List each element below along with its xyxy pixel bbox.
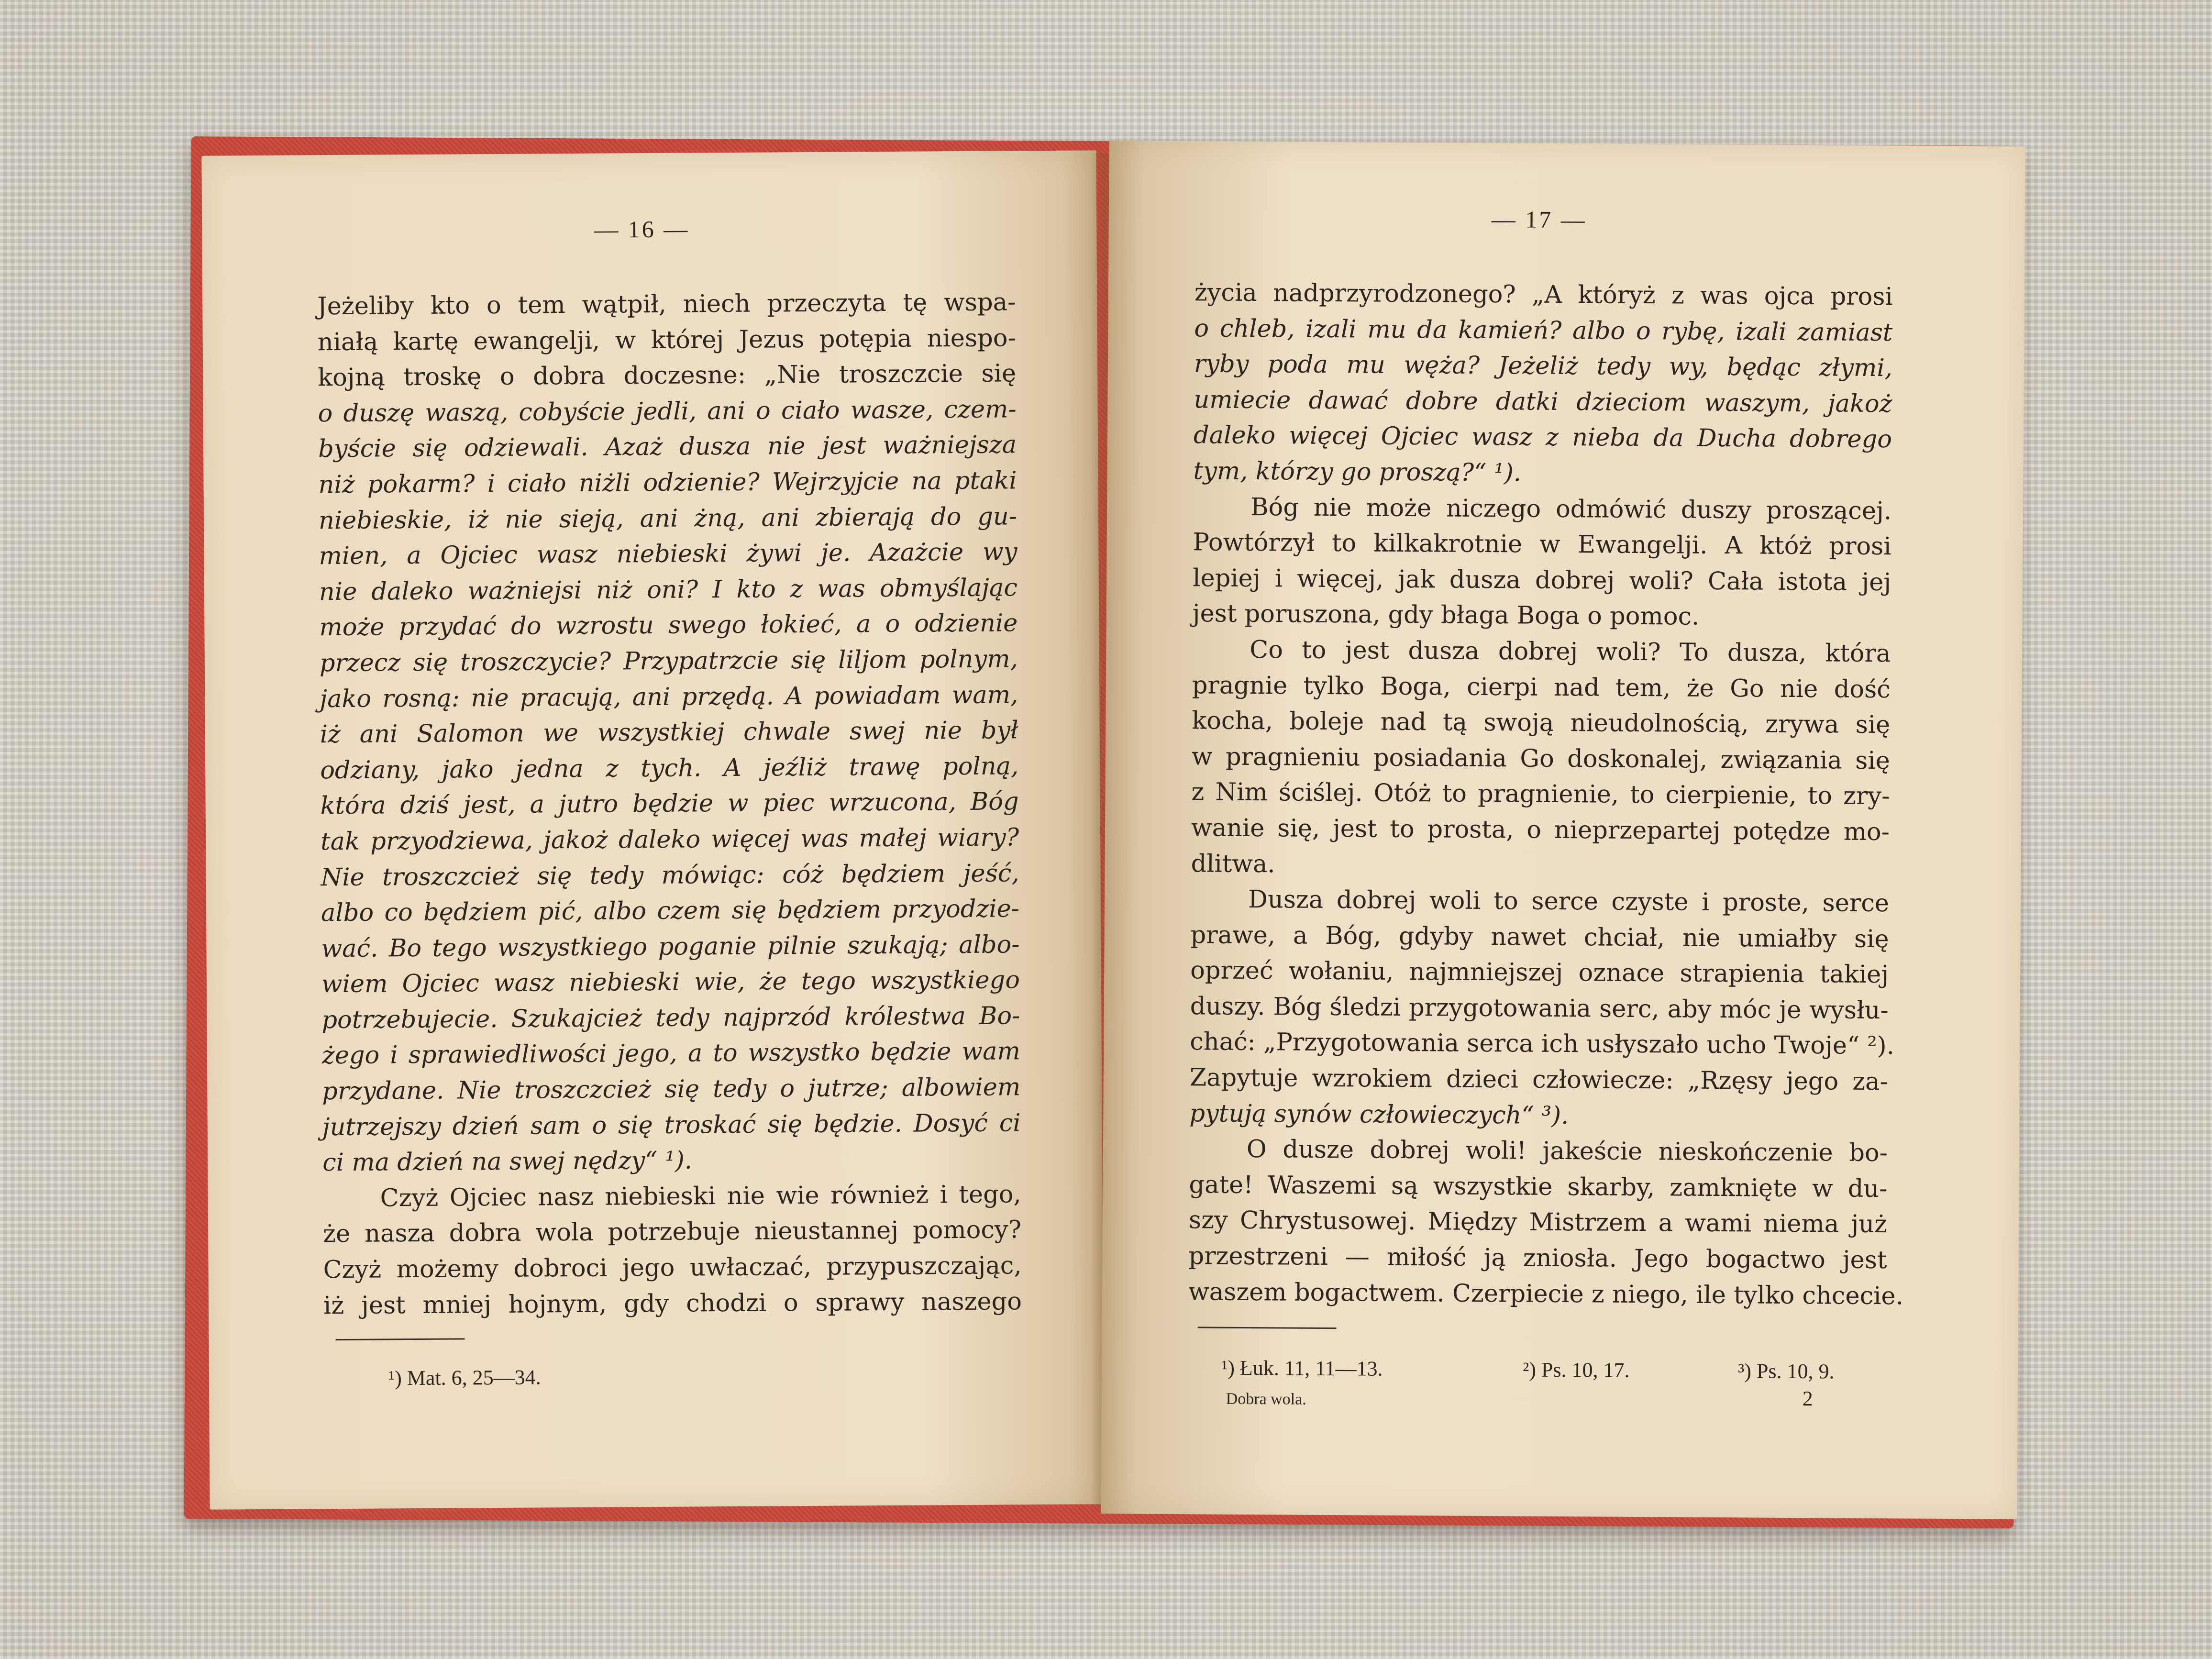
left-page-text-line: która dziś jest, a jutro będzie w piec wrzucona, Bóg: [320, 787, 1019, 820]
left-page-text-line: przecz się troszczycie? Przypatrzcie się liljom polnym,: [319, 645, 1018, 678]
left-page-text-line: tak przyodziewa, jakoż daleko więcej was małej wiary?: [320, 823, 1019, 856]
left-page-text-line: jutrzejszy dzień sam o się troskać się będzie. Dosyć ci: [322, 1108, 1021, 1141]
left-page-number: — 16 —: [594, 215, 690, 243]
left-page-text-line: ci ma dzień na swej nędzy“ ¹).: [322, 1146, 693, 1177]
left-page-text-line: iż jest mniej hojnym, gdy chodzi o sprawy naszego: [323, 1287, 1022, 1320]
left-page-text-line: żego i sprawiedliwości jego, a to wszystko będzie wam: [321, 1037, 1021, 1070]
left-page: [201, 150, 1104, 1509]
right-page-text-line: pragnie tylko Boga, cierpi nad tem, że Go nie dość: [1192, 671, 1891, 704]
left-page-text-line: wiem Ojciec wasz niebieski wie, że tego wszystkiego: [321, 966, 1020, 999]
right-page-text-line: jest poruszona, gdy błaga Boga o pomoc.: [1192, 599, 1700, 631]
left-page-text-line: Czyż Ojciec nasz niebieski nie wie również i tego,: [380, 1180, 1021, 1213]
right-page-text-line: pytują synów człowieczych“ ³).: [1189, 1099, 1569, 1130]
right-page: [1101, 141, 2025, 1519]
right-page-text-line: waszem bogactwem. Czerpiecie z niego, ile tylko chcecie.: [1188, 1277, 1904, 1310]
left-page-text-line: o duszę waszą, cobyście jedli, ani o ciało wasze, czem-: [318, 395, 1017, 428]
right-page-text-line: oprzeć wołaniu, najmniejszej oznace strapienia takiej: [1190, 956, 1889, 989]
right-page-text-line: szy Chrystusowej. Między Mistrzem a wami niema już: [1188, 1206, 1888, 1239]
right-page-text-line: Powtórzył to kilkakrotnie w Ewangelji. A któż prosi: [1193, 528, 1891, 561]
right-page-number: — 17 —: [1491, 206, 1587, 233]
left-footnote: ¹) Mat. 6, 25—34.: [388, 1365, 541, 1390]
right-page-text-line: lepiej i więcej, jak dusza dobrej woli? Cała istota jej: [1193, 564, 1891, 597]
right-page-text-line: gate! Waszemi są wszystkie skarby, zamknięte w du-: [1189, 1171, 1888, 1203]
left-page-text-line: wać. Bo tego wszystkiego poganie pilnie szukają; albo-: [321, 930, 1020, 963]
right-page-text-line: kocha, boleje nad tą swoją nieudolnością, zrywa się: [1192, 707, 1891, 740]
right-page-text-line: Bóg nie może niczego odmówić duszy proszącej.: [1250, 493, 1892, 525]
right-page-text-line: prawe, a Bóg, gdyby nawet chciał, nie umiałby się: [1190, 920, 1889, 953]
right-page-text-line: umiecie dawać dobre datki dzieciom waszym, jakoż: [1194, 386, 1892, 418]
signature-label: Dobra wola.: [1226, 1390, 1306, 1408]
left-page-text-line: odziany, jako jedna z tych. A jeźliż trawę polną,: [320, 752, 1019, 785]
left-page-text-line: iż ani Salomon we wszystkiej chwale swej nie był: [320, 716, 1018, 749]
right-page-text-line: przestrzeni — miłość ją zniosła. Jego bogactwo jest: [1188, 1242, 1887, 1275]
right-page-text-line: Zapytuje wzrokiem dzieci człowiecze: „Rzęsy jego za-: [1189, 1063, 1888, 1096]
right-page-text-line: Dusza dobrej woli to serce czyste i proste, serce: [1248, 885, 1890, 918]
left-page-text-line: albo co będziem pić, albo czem się będziem przyodzie-: [321, 895, 1020, 928]
right-page-text-line: daleko więcej Ojciec wasz z nieba da Ducha dobrego: [1193, 421, 1892, 454]
left-page-text-line: Czyż możemy dobroci jego uwłaczać, przypuszczając,: [323, 1251, 1022, 1284]
left-page-text-line: jako rosną: nie pracują, ani przędą. A powiadam wam,: [320, 680, 1018, 713]
left-page-text-line: potrzebujecie. Szukajcież tedy najprzód królestwa Bo-: [321, 1002, 1020, 1035]
right-footnote-2: ²) Ps. 10, 17.: [1522, 1358, 1630, 1382]
right-page-text-line: Co to jest dusza dobrej woli? To dusza, która: [1250, 635, 1891, 668]
right-page-text-line: duszy. Bóg śledzi przygotowania serc, aby móc je wysłu-: [1190, 992, 1889, 1025]
left-page-text-line: może przydać do wzrostu swego łokieć, a o odzienie: [319, 609, 1018, 642]
right-page-text-line: z Nim ściślej. Otóż to pragnienie, to cierpienie, to zry-: [1191, 778, 1890, 811]
right-page-text-line: tym, którzy go proszą?“ ¹).: [1193, 457, 1522, 487]
left-page-text-line: nie daleko ważniejsi niż oni? I kto z was obmyślając: [319, 574, 1018, 607]
right-page-text-line: ryby poda mu węża? Jeżeliż tedy wy, będąc złymi,: [1194, 350, 1893, 383]
signature-number: 2: [1802, 1387, 1813, 1411]
left-page-text-line: byście się odziewali. Azaż dusza nie jest ważniejsza: [318, 431, 1017, 464]
left-page-text-line: Jeżeliby kto o tem wątpił, niech przeczyta tę wspa-: [317, 288, 1016, 321]
right-page-text-line: o chleb, izali mu da kamień? albo o rybę, izali zamiast: [1194, 314, 1893, 347]
left-page-text-line: że nasza dobra wola potrzebuje nieustannej pomocy?: [322, 1216, 1022, 1249]
left-page-text-line: niż pokarm? i ciało niżli odzienie? Wejrzyjcie na ptaki: [318, 466, 1017, 499]
right-footnote-3: ³) Ps. 10, 9.: [1737, 1359, 1835, 1383]
left-page-text-line: niebieskie, iż nie sieją, ani żną, ani zbierają do gu-: [318, 502, 1018, 535]
right-footnote-1: ¹) Łuk. 11, 11—13.: [1221, 1356, 1383, 1381]
right-page-body: [1188, 275, 1904, 1314]
left-page-text-line: przydane. Nie troszczcież się tedy o jutrze; albowiem: [322, 1073, 1021, 1106]
right-page-text-line: chać: „Przygotowania serca ich usłyszało ucho Twoje“ ²).: [1190, 1028, 1895, 1061]
left-page-text-line: kojną troskę o dobra doczesne: „Nie troszczcie się: [318, 359, 1017, 392]
right-page-text-line: dlitwa.: [1191, 849, 1275, 878]
left-page-text-line: niałą kartę ewangelji, w której Jezus potępia niespo-: [317, 323, 1016, 356]
right-page-text-line: O dusze dobrej woli! jakeście nieskończenie bo-: [1246, 1135, 1888, 1168]
left-page-text-line: Nie troszczcież się tedy mówiąc: cóż będziem jeść,: [321, 859, 1019, 892]
right-footnote-rule: [1198, 1327, 1337, 1329]
right-page-text-line: w pragnieniu posiadania Go doskonalej, związania się: [1191, 742, 1891, 775]
left-page-text-line: mien, a Ojciec wasz niebieski żywi je. Azażcie wy: [319, 538, 1018, 571]
left-footnote-rule: [335, 1338, 465, 1340]
right-page-text-line: wanie się, jest to prosta, o nieprzepartej potędze mo-: [1191, 814, 1890, 847]
left-page-body: [317, 285, 1022, 1324]
right-page-text-line: życia nadprzyrodzonego? „A któryż z was ojca prosi: [1194, 278, 1893, 311]
